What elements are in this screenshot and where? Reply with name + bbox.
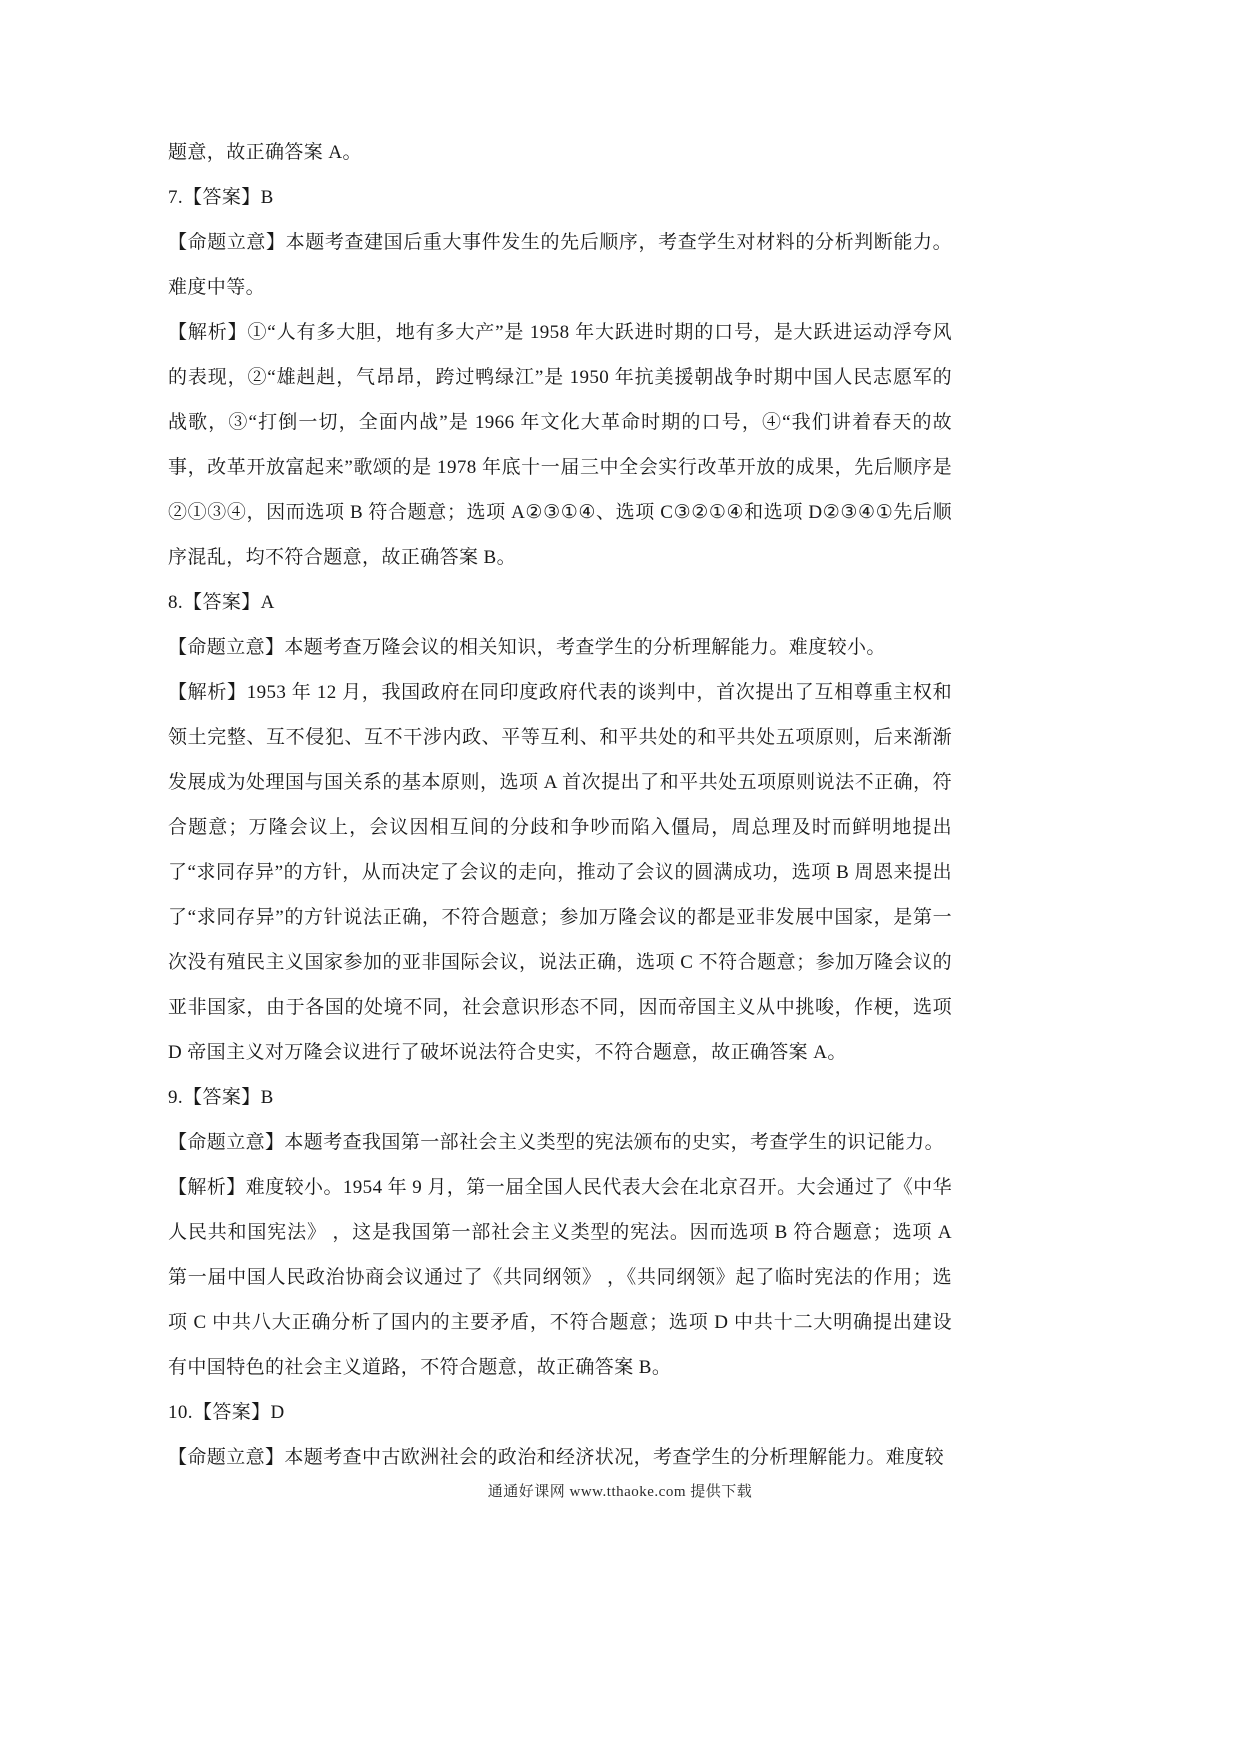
intent-paragraph-q8: 【命题立意】本题考查万隆会议的相关知识，考查学生的分析理解能力。难度较小。 <box>168 637 886 658</box>
answer-heading-q9: 9.【答案】B <box>168 1087 274 1108</box>
intent-paragraph-q9: 【命题立意】本题考查我国第一部社会主义类型的宪法颁布的史实，考查学生的识记能力。 <box>168 1132 945 1153</box>
page-footer: 通通好课网 www.tthaoke.com 提供下载 <box>487 1484 753 1500</box>
analysis-paragraph-q7: 【解析】①“人有多大胆，地有多大产”是 1958 年大跃进时期的口号，是大跃进运动浮夸风的表现，②“雄赳赳，气昂昂，跨过鸭绿江”是 1950 年抗美援朝战争时期中国人民志愿军的战歌，③“打倒一切，全面内战”是 1966 年文化大革命时期的口号，④“我们讲着春天的故事，改革开放富起来”歌颂的是 1978 年底十一届三中全会实行改革开放的成果，先后顺序是②①③④，因而选项 B 符合题意；选项 A②③①④、选项 C③②①④和选项 D②③④①先后顺序混乱，均不符合题意，故正确答案 B。 <box>168 322 952 568</box>
intent-paragraph-q10: 【命题立意】本题考查中古欧洲社会的政治和经济状况，考查学生的分析理解能力。难度较 <box>168 1447 945 1468</box>
answer-heading-q7: 7.【答案】B <box>168 187 274 208</box>
analysis-paragraph-q9: 【解析】难度较小。1954 年 9 月，第一届全国人民代表大会在北京召开。大会通过了《中华人民共和国宪法》 ，这是我国第一部社会主义类型的宪法。因而选项 B 符合题意；选项 A 第一届中国人民政治协商会议通过了《共同纲领》 ，《共同纲领》起了临时宪法的作用；选项 C 中共八大正确分析了国内的主要矛盾，不符合题意；选项 D 中共十二大明确提出建设有中国特色的社会主义道路，不符合题意，故正确答案 B。 <box>168 1177 952 1378</box>
analysis-paragraph-q8: 【解析】1953 年 12 月，我国政府在同印度政府代表的谈判中，首次提出了互相尊重主权和领土完整、互不侵犯、互不干涉内政、平等互利、和平共处的和平共处五项原则，后来渐渐发展成为处理国与国关系的基本原则，选项 A 首次提出了和平共处五项原则说法不正确，符合题意；万隆会议上，会议因相互间的分歧和争吵而陷入僵局，周总理及时而鲜明地提出了“求同存异”的方针，从而决定了会议的走向，推动了会议的圆满成功，选项 B 周恩来提出了“求同存异”的方针说法正确，不符合题意；参加万隆会议的都是亚非发展中国家，是第一次没有殖民主义国家参加的亚非国际会议，说法正确，选项 C 不符合题意；参加万隆会议的亚非国家，由于各国的处境不同，社会意识形态不同，因而帝国主义从中挑唆，作梗，选项 D 帝国主义对万隆会议进行了破坏说法符合史实，不符合题意，故正确答案 A。 <box>168 682 952 1063</box>
document-body <box>168 130 952 1480</box>
answer-heading-q10: 10.【答案】D <box>168 1402 285 1423</box>
intent-paragraph-q7: 【命题立意】本题考查建国后重大事件发生的先后顺序，考查学生对材料的分析判断能力。难度中等。 <box>168 232 952 298</box>
answer-heading-q8: 8.【答案】A <box>168 592 275 613</box>
paragraph-continuation: 题意，故正确答案 A。 <box>168 142 362 163</box>
